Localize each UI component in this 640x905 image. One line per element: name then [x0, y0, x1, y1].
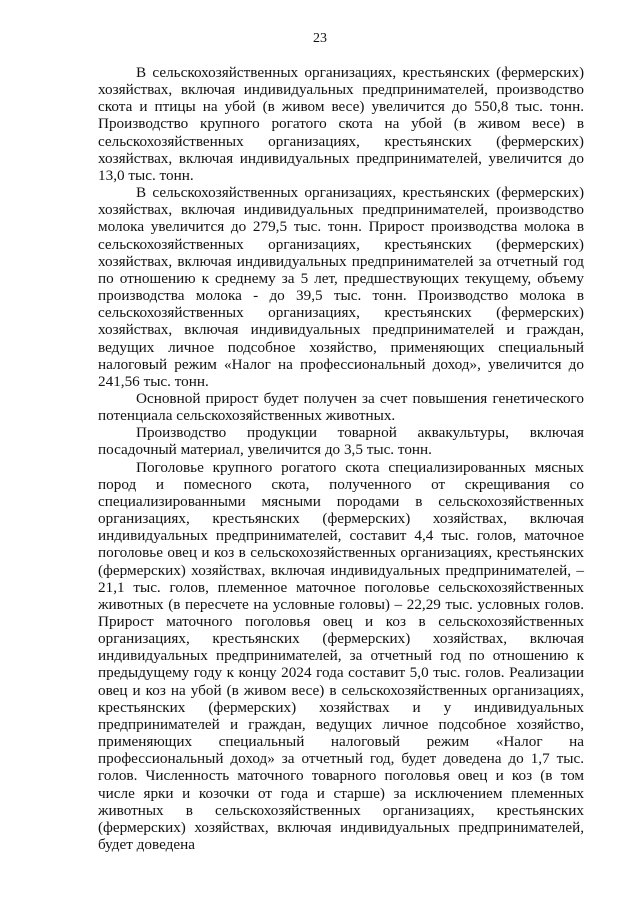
page-number: 23 [313, 31, 327, 46]
paragraph-aquaculture: Производство продукции товарной аквакультуры, включая посадочный материал, увеличится до 3,5 тыс. тонн. [98, 424, 584, 459]
document-body [98, 64, 584, 853]
paragraph-genetic-potential: Основной прирост будет получен за счет повышения генетического потенциала сельскохозяйственных животных. [98, 389, 584, 425]
paragraph-livestock-slaughter: В сельскохозяйственных организациях, крестьянских (фермерских) хозяйствах, включая индивидуальных предпринимателей, производство скота и птицы на убой (в живом весе) увеличится до 550,8 тыс. тонн. Производство крупного рогатого скота на убой (в живом весе) в сельскохозяйственных организациях, крестьянских (фермерских) хозяйствах, включая индивидуальных предпринимателей, увеличится до 13,0 тыс. тонн. [98, 64, 584, 184]
paragraph-cattle-sheep-goats: Поголовье крупного рогатого скота специализированных мясных пород и помесного скота, полученного от скрещивания со специализированными мясными породами в сельскохозяйственных организациях, крестьянских (фермерских) хозяйствах, включая индивидуальных предпринимателей, составит 4,4 тыс. голов, маточное поголовье овец и коз в сельскохозяйственных организациях, крестьянских (фермерских) хозяйствах, включая индивидуальных предпринимателей, – 21,1 тыс. голов, племенное маточное поголовье сельскохозяйственных животных (в пересчете на условные головы) – 22,29 тыс. условных голов. Прирост маточного поголовья овец и коз в сельскохозяйственных организациях, крестьянских (фермерских) хозяйствах, включая индивидуальных предпринимателей, за отчетный год по отношению к предыдущему году к концу 2024 года составит 5,0 тыс. голов. Реализации овец и коз на убой (в живом весе) в сельскохозяйственных организациях, крестьянских (фермерских) хозяйствах и у индивидуальных предпринимателей и граждан, ведущих личное подсобное хозяйство, применяющих специальный налоговый режим «Налог на профессиональный доход» за отчетный год, будет доведена до 1,7 тыс. голов. Численность маточного товарного поголовья овец и коз (в том числе ярки и козочки от года и старше) за исключением племенных животных в сельскохозяйственных организациях, крестьянских (фермерских) хозяйствах, включая индивидуальных предпринимателей, будет доведена [98, 458, 584, 854]
paragraph-milk-production: В сельскохозяйственных организациях, крестьянских (фермерских) хозяйствах, включая индивидуальных предпринимателей, производство молока увеличится до 279,5 тыс. тонн. Прирост производства молока в сельскохозяйственных организациях, крестьянских (фермерских) хозяйствах, включая индивидуальных предпринимателей за отчетный год по отношению к среднему за 5 лет, предшествующих текущему, объему производства молока - до 39,5 тыс. тонн. Производство молока в сельскохозяйственных организациях, крестьянских (фермерских) хозяйствах, включая индивидуальных предпринимателей и граждан, ведущих личное подсобное хозяйство, применяющих специальный налоговый режим «Налог на профессиональный доход», увеличится до 241,56 тыс. тонн. [98, 184, 584, 390]
